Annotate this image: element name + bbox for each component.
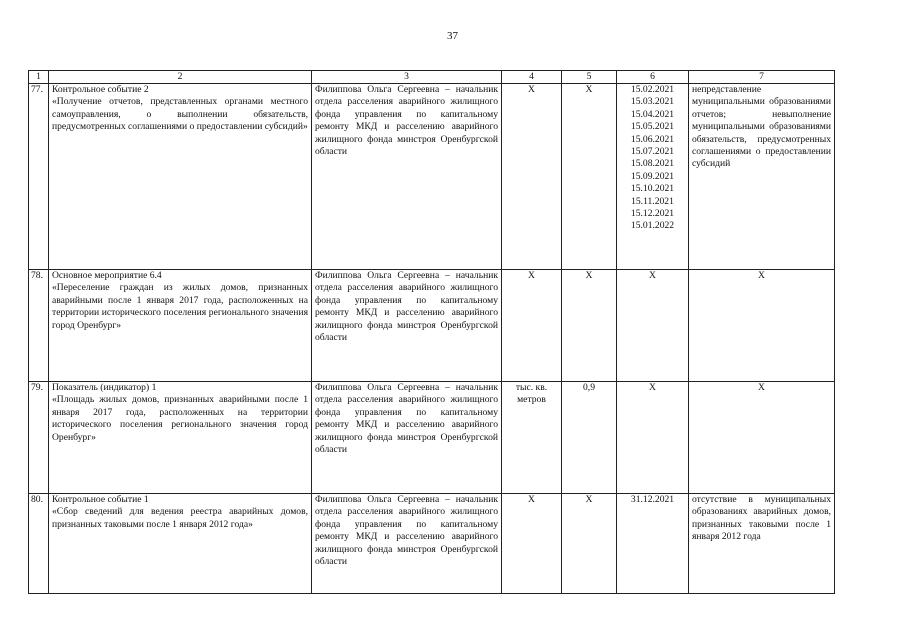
- value-cell: Х: [562, 84, 617, 270]
- date-value: 15.05.2021: [630, 121, 675, 133]
- event-title: Показатель (индикатор) 1: [52, 382, 157, 393]
- risk-cell: Х: [689, 382, 835, 494]
- column-header-row: [29, 71, 835, 84]
- date-cell: 31.12.2021: [617, 494, 689, 594]
- row-number: 77.: [29, 84, 49, 270]
- document-table: [28, 70, 835, 594]
- date-value: 15.12.2021: [630, 208, 675, 220]
- date-value: 15.11.2021: [631, 195, 674, 207]
- date-cell: Х: [617, 270, 689, 382]
- date-value: 15.03.2021: [630, 96, 675, 108]
- table-row: [29, 494, 835, 594]
- event-cell: [49, 84, 312, 270]
- row-number: 79.: [29, 382, 49, 494]
- table-row: [29, 270, 835, 382]
- dates-cell: [617, 84, 689, 270]
- unit-cell: тыс. кв. метров: [502, 382, 562, 494]
- risk-cell: Х: [689, 270, 835, 382]
- column-header: 6: [617, 71, 689, 84]
- column-header: 5: [562, 71, 617, 84]
- column-header: 1: [29, 71, 49, 84]
- date-value: 15.10.2021: [630, 183, 675, 195]
- responsible-cell: Филиппова Ольга Сергеевна – начальник отдела расселения аварийного жилищного фонда управления по капитальному ремонту МКД и расселению аварийного жилищного фонда минстроя Оренбургской области: [312, 270, 502, 382]
- value-cell: Х: [562, 494, 617, 594]
- row-number: 80.: [29, 494, 49, 594]
- table-row: [29, 382, 835, 494]
- responsible-cell: Филиппова Ольга Сергеевна – начальник отдела расселения аварийного жилищного фонда управления по капитальному ремонту МКД и расселению аварийного жилищного фонда минстроя Оренбургской области: [312, 84, 502, 270]
- date-value: 15.01.2022: [630, 220, 675, 232]
- page-number: 37: [447, 30, 458, 42]
- date-value: 15.02.2021: [630, 84, 675, 95]
- table-row: [29, 84, 835, 270]
- risk-cell: отсутствие в муниципальных образованиях аварийных домов, признанных таковыми после 1 января 2012 года: [689, 494, 835, 594]
- event-description: «Площадь жилых домов, признанных аварийными после 1 января 2017 года, расположенных на территории исторического поселения регионального значения город Оренбург»: [52, 394, 308, 443]
- event-cell: [49, 270, 312, 382]
- row-number: 78.: [29, 270, 49, 382]
- event-title: Контрольное событие 2: [52, 84, 149, 95]
- responsible-cell: Филиппова Ольга Сергеевна – начальник отдела расселения аварийного жилищного фонда управления по капитальному ремонту МКД и расселению аварийного жилищного фонда минстроя Оренбургской области: [312, 382, 502, 494]
- event-title: Контрольное событие 1: [52, 494, 149, 505]
- value-cell: Х: [562, 270, 617, 382]
- event-cell: [49, 494, 312, 594]
- date-value: 15.07.2021: [630, 146, 675, 158]
- event-description: «Переселение граждан из жилых домов, признанных аварийными после 1 января 2017 года, расположенных на территории исторического поселения регионального значения город Оренбург»: [52, 282, 308, 331]
- column-header: 4: [502, 71, 562, 84]
- unit-cell: Х: [502, 494, 562, 594]
- date-cell: Х: [617, 382, 689, 494]
- date-value: 15.09.2021: [630, 170, 675, 182]
- date-value: 15.08.2021: [630, 158, 675, 170]
- column-header: 3: [312, 71, 502, 84]
- event-description: «Сбор сведений для ведения реестра аварийных домов, признанных таковыми после 1 января 2012 года»: [52, 506, 308, 530]
- column-header: 2: [49, 71, 312, 84]
- event-title: Основное мероприятие 6.4: [52, 270, 162, 281]
- value-cell: 0,9: [562, 382, 617, 494]
- unit-cell: Х: [502, 270, 562, 382]
- responsible-cell: Филиппова Ольга Сергеевна – начальник отдела расселения аварийного жилищного фонда управления по капитальному ремонту МКД и расселению аварийного жилищного фонда минстроя Оренбургской области: [312, 494, 502, 594]
- column-header: 7: [689, 71, 835, 84]
- event-cell: [49, 382, 312, 494]
- event-description: «Получение отчетов, представленных органами местного самоуправления, о выполнении обязательств, предусмотренных соглашениями о предоставлении субсидий»: [52, 96, 308, 133]
- unit-cell: Х: [502, 84, 562, 270]
- date-value: 15.04.2021: [630, 108, 675, 120]
- date-value: 15.06.2021: [630, 133, 675, 145]
- risk-cell: непредставление муниципальными образованиями отчетов; невыполнение муниципальными образованиями обязательств, предусмотренных соглашениями о предоставлении субсидий: [689, 84, 835, 270]
